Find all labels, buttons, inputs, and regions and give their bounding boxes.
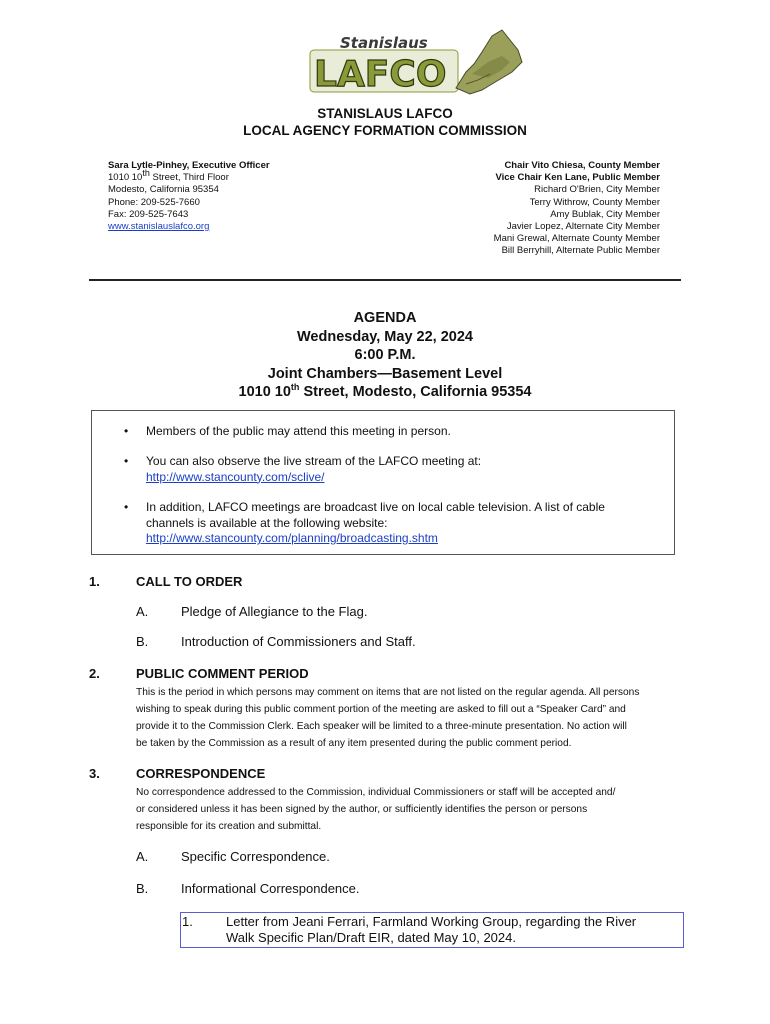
section-number: 1.: [89, 574, 100, 589]
broadcasting-link[interactable]: http://www.stancounty.com/planning/broadcasting.shtm: [146, 531, 438, 545]
live-stream-link[interactable]: http://www.stancounty.com/sclive/: [146, 469, 325, 484]
logo-main-text: LAFCO: [314, 54, 447, 95]
stanislaus-county-map-icon: [456, 30, 522, 94]
member-vice-chair: Vice Chair Ken Lane, Public Member: [495, 172, 660, 184]
agenda-date: Wednesday, May 22, 2024: [297, 328, 473, 345]
section-title-correspondence: CORRESPONDENCE: [136, 766, 266, 781]
section-title-public-comment: PUBLIC COMMENT PERIOD: [136, 666, 309, 681]
correspondence-letter-item[interactable]: [180, 912, 684, 948]
office-city: Modesto, California 95354: [108, 184, 219, 196]
public-comment-paragraph: This is the period in which persons may comment on items that are not listed on the regular agenda. All persons wishing to speak during this public comment portion of the meeting are asked to fill out a “Speaker Card” and provide it to the Commission Clerk. Each speaker will be limited to a three-minute presentation. No action will be taken by the Commission as a result of any item presented during the public comment period.: [136, 687, 640, 749]
member: Bill Berryhill, Alternate Public Member: [501, 245, 660, 257]
section-number: 3.: [89, 766, 100, 781]
agenda-title: AGENDA: [353, 310, 417, 326]
website-link[interactable]: www.stanislauslafco.org: [108, 221, 210, 233]
office-phone: Phone: 209-525-7660: [108, 196, 200, 208]
lafco-logo: [306, 28, 524, 100]
member: Amy Bublak, City Member: [550, 208, 660, 220]
member: Javier Lopez, Alternate City Member: [506, 221, 660, 233]
member-chair: Chair Vito Chiesa, County Member: [504, 160, 660, 171]
member: Mani Grewal, Alternate County Member: [493, 233, 660, 245]
letter-item-text: Letter from Jeani Ferrari, Farmland Working Group, regarding the River Walk Specific Plan/Draft EIR, dated May 10, 2024.: [226, 914, 637, 945]
public-notice-box: [91, 410, 675, 555]
org-name: STANISLAUS LAFCO: [317, 106, 453, 121]
contact-block: [108, 160, 270, 233]
member: Terry Withrow, County Member: [529, 196, 660, 208]
agenda-location: Joint Chambers—Basement Level: [267, 365, 503, 382]
sub-item-letter: B.: [136, 634, 149, 649]
bullet-icon: •: [124, 500, 129, 514]
sub-item-letter: A.: [136, 849, 149, 864]
header-divider: [89, 279, 681, 281]
member: Richard O'Brien, City Member: [534, 184, 660, 196]
logo-script-text: Stanislaus: [340, 34, 428, 52]
sub-item-specific-correspondence: Specific Correspondence.: [181, 849, 330, 864]
office-address: 1010 10th Street, Third Floor: [108, 168, 229, 184]
agenda-heading: [0, 309, 770, 402]
sub-item-informational-correspondence: Informational Correspondence.: [181, 881, 360, 896]
office-fax: Fax: 209-525-7643: [108, 208, 189, 220]
agenda-time: 6:00 P.M.: [354, 347, 416, 363]
sub-item-introductions: Introduction of Commissioners and Staff.: [181, 634, 416, 649]
bullet-icon: •: [124, 454, 129, 468]
sub-item-pledge: Pledge of Allegiance to the Flag.: [181, 604, 368, 619]
sub-item-letter: B.: [136, 881, 149, 896]
agenda-address: 1010 10th Street, Modesto, California 95354: [238, 382, 532, 400]
notice-item: • In addition, LAFCO meetings are broadcast live on local cable television. A list of cable channels is available at the following website: http://www.stancounty.com/planning/broadcasting.shtm: [124, 500, 605, 545]
commission-members: [494, 160, 660, 258]
section-number: 2.: [89, 666, 100, 681]
bullet-icon: •: [124, 424, 129, 438]
org-full-name: LOCAL AGENCY FORMATION COMMISSION: [243, 123, 527, 138]
section-title-call-to-order: CALL TO ORDER: [136, 574, 243, 589]
correspondence-paragraph: No correspondence addressed to the Commission, individual Commissioners or staff will be accepted and/ or considered unless it has been signed by the author, or sufficiently identifies the person or persons responsible for its creation and submittal.: [136, 787, 616, 832]
letter-item-number: 1.: [182, 914, 193, 929]
sub-item-letter: A.: [136, 604, 149, 619]
executive-officer: Sara Lytle-Pinhey, Executive Officer: [108, 160, 270, 171]
notice-item: • Members of the public may attend this meeting in person.: [124, 424, 451, 438]
lafco-logo-graphic: [306, 28, 524, 100]
notice-item: • You can also observe the live stream of the LAFCO meeting at: http://www.stancounty.com/sclive/: [124, 454, 482, 484]
